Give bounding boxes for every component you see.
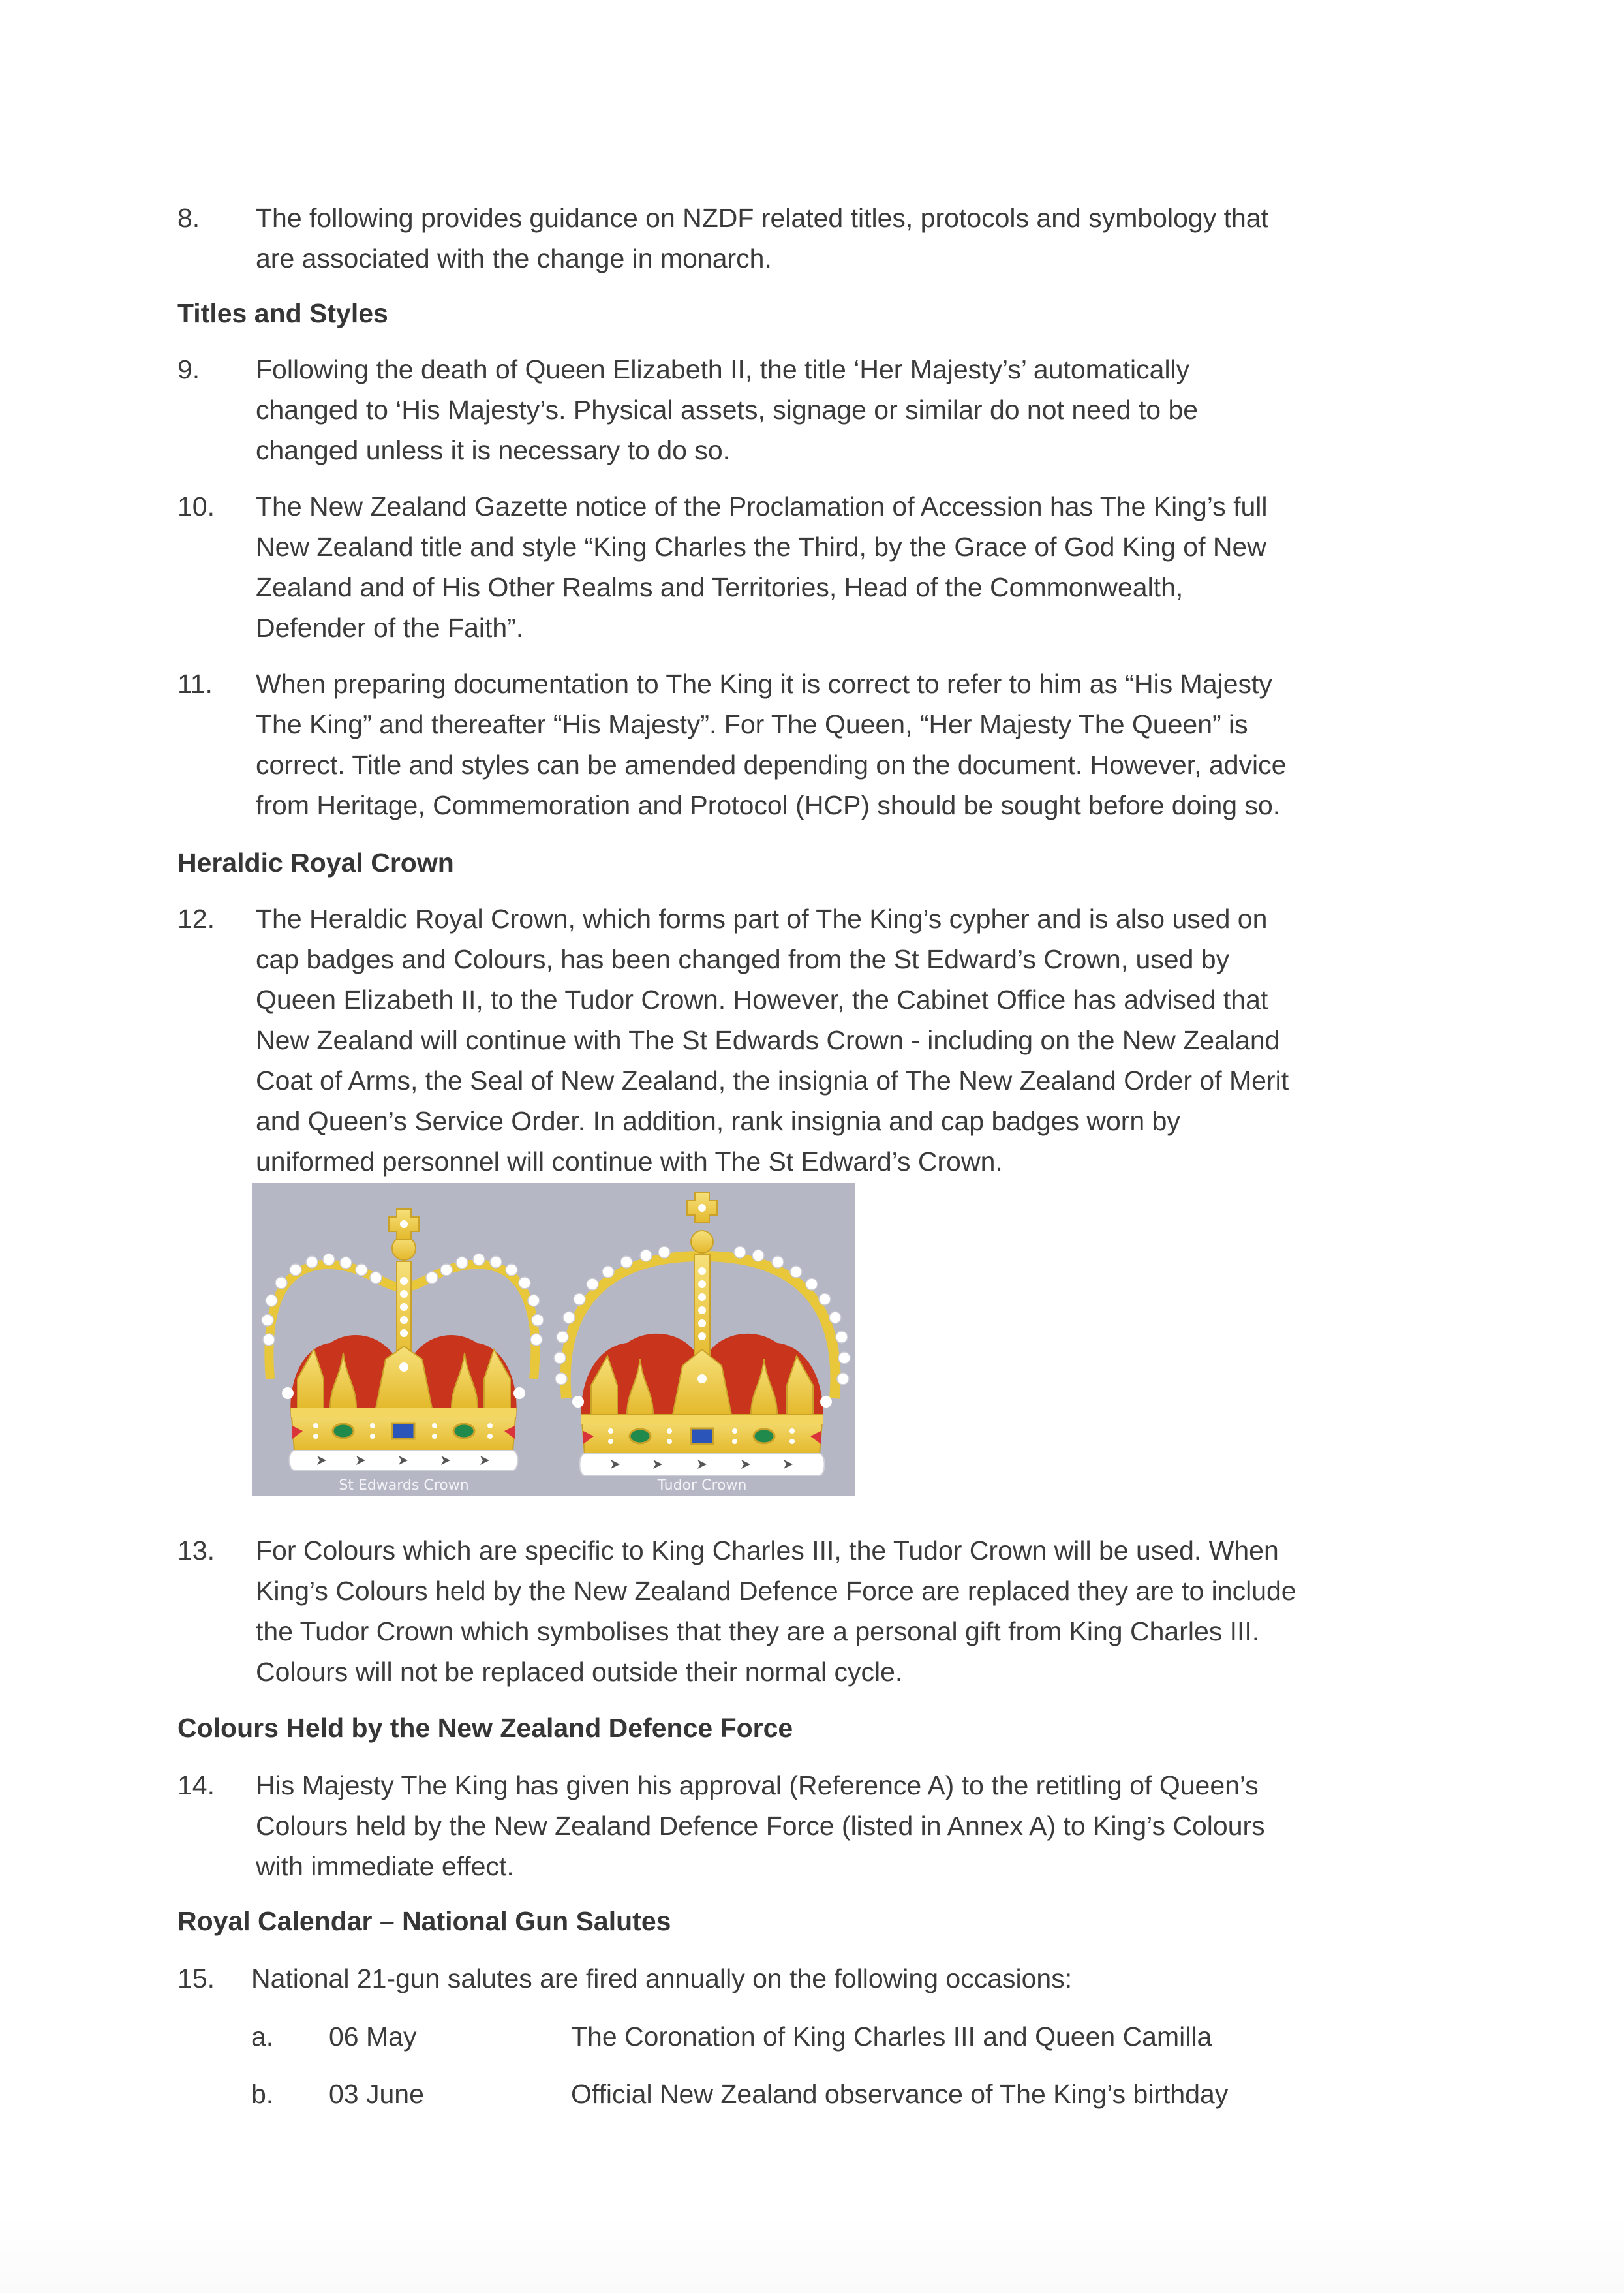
text-line: National 21-gun salutes are fired annually on the following occasions:: [251, 1963, 1073, 1993]
text-line: uniformed personnel will continue with The St Edward’s Crown.: [256, 1146, 1003, 1177]
crown-comparison-figure: [252, 1183, 855, 1496]
paragraph-text: [256, 1530, 1443, 1692]
heading-royal-calendar: Royal Calendar – National Gun Salutes: [177, 1906, 671, 1936]
tudor-crown-icon: [554, 1193, 850, 1475]
paragraph-text: [256, 1765, 1443, 1886]
salute-occasion: The Coronation of King Charles III and Queen Camilla: [571, 2022, 1212, 2052]
paragraph-number: 12.: [177, 904, 215, 934]
paragraph-number: 9.: [177, 354, 200, 384]
text-line: King’s Colours held by the New Zealand Defence Force are replaced they are to include: [256, 1576, 1296, 1606]
crowns-illustration: [252, 1183, 855, 1496]
text-line: are associated with the change in monarch.: [256, 243, 772, 273]
text-line: The Heraldic Royal Crown, which forms part of The King’s cypher and is also used on: [256, 904, 1268, 934]
text-line: from Heritage, Commemoration and Protocol (HCP) should be sought before doing so.: [256, 790, 1281, 820]
st-edwards-crown-icon: [262, 1209, 544, 1470]
text-line: and Queen’s Service Order. In addition, rank insignia and cap badges worn by: [256, 1106, 1180, 1136]
text-line: New Zealand will continue with The St Edwards Crown - including on the New Zealand: [256, 1025, 1280, 1055]
text-line: The King” and thereafter “His Majesty”. For The Queen, “Her Majesty The Queen” is: [256, 709, 1248, 739]
text-line: Following the death of Queen Elizabeth II, the title ‘Her Majesty’s’ automatically: [256, 354, 1190, 384]
paragraph-text: [256, 349, 1443, 470]
paragraph-text: [256, 899, 1443, 1182]
text-line: Colours will not be replaced outside their normal cycle.: [256, 1657, 903, 1687]
paragraph-number: 10.: [177, 491, 215, 521]
text-line: Zealand and of His Other Realms and Territories, Head of the Commonwealth,: [256, 572, 1184, 602]
heading-colours-held: Colours Held by the New Zealand Defence Force: [177, 1713, 793, 1743]
tudor-crown-caption: Tudor Crown: [657, 1477, 747, 1494]
text-line: cap badges and Colours, has been changed from the St Edward’s Crown, used by: [256, 944, 1230, 974]
text-line: Defender of the Faith”.: [256, 613, 524, 643]
text-line: Queen Elizabeth II, to the Tudor Crown. However, the Cabinet Office has advised that: [256, 985, 1268, 1015]
text-line: Coat of Arms, the Seal of New Zealand, the insignia of The New Zealand Order of Merit: [256, 1066, 1289, 1096]
text-line: His Majesty The King has given his approval (Reference A) to the retitling of Queen’s: [256, 1770, 1259, 1800]
text-line: Colours held by the New Zealand Defence Force (listed in Annex A) to King’s Colours: [256, 1811, 1265, 1841]
heading-heraldic-royal-crown: Heraldic Royal Crown: [177, 848, 454, 878]
text-line: changed unless it is necessary to do so.: [256, 435, 731, 465]
text-line: The following provides guidance on NZDF related titles, protocols and symbology that: [256, 203, 1268, 233]
text-line: changed to ‘His Majesty’s. Physical assets, signage or similar do not need to be: [256, 395, 1199, 425]
text-line: For Colours which are specific to King Charles III, the Tudor Crown will be used. When: [256, 1535, 1279, 1565]
text-line: New Zealand title and style “King Charles the Third, by the Grace of God King of New: [256, 532, 1266, 562]
paragraph-number: 15.: [177, 1963, 215, 1993]
paragraph-text: [256, 198, 1443, 279]
salute-date: 03 June: [329, 2079, 424, 2109]
text-line: the Tudor Crown which symbolises that they are a personal gift from King Charles III.: [256, 1616, 1260, 1646]
st-edwards-crown-caption: St Edwards Crown: [339, 1477, 469, 1494]
paragraph-number: 14.: [177, 1770, 215, 1800]
list-letter: b.: [251, 2079, 274, 2109]
salute-date: 06 May: [329, 2022, 417, 2052]
text-line: The New Zealand Gazette notice of the Proclamation of Accession has The King’s full: [256, 491, 1268, 521]
heading-titles-and-styles: Titles and Styles: [177, 298, 388, 328]
paragraph-number: 11.: [177, 669, 213, 699]
scan-noise: [0, 2215, 1624, 2293]
salute-occasion: Official New Zealand observance of The King’s birthday: [571, 2079, 1229, 2109]
paragraph-number: 13.: [177, 1535, 215, 1565]
paragraph-text: [256, 486, 1443, 648]
paragraph-text: [251, 1958, 1439, 1999]
paragraph-number: 8.: [177, 203, 200, 233]
text-line: correct. Title and styles can be amended depending on the document. However, advice: [256, 750, 1287, 780]
paragraph-text: [256, 664, 1443, 825]
text-line: When preparing documentation to The King it is correct to refer to him as “His Majesty: [256, 669, 1272, 699]
list-letter: a.: [251, 2022, 274, 2052]
text-line: with immediate effect.: [256, 1851, 514, 1881]
